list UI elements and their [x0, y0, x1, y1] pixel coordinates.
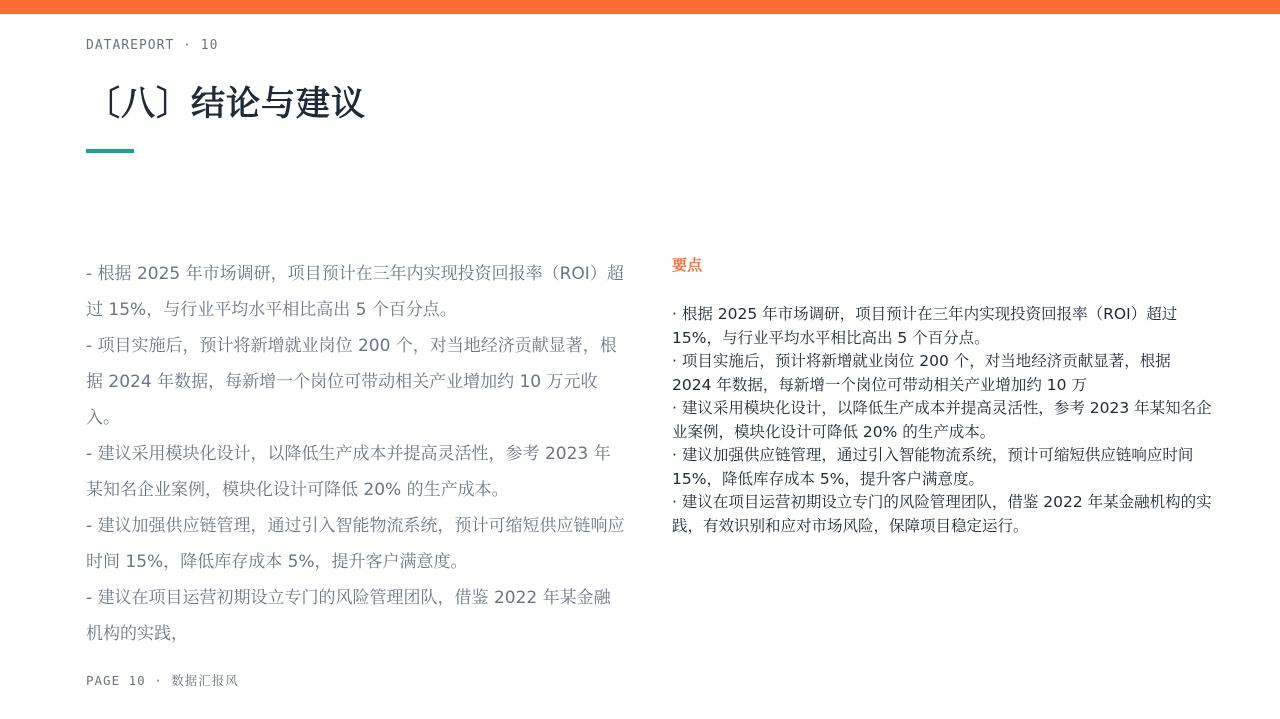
- body-paragraph: - 项目实施后，预计将新增就业岗位 200 个，对当地经济贡献显著，根据 2024 年数据，每新增一个岗位可带动相关产业增加约 10 万元收入。: [86, 336, 617, 428]
- page-title: 〔八〕结论与建议: [86, 84, 366, 124]
- body-paragraph: - 根据 2025 年市场调研，项目预计在三年内实现投资回报率（ROI）超过 15%，与行业平均水平相比高出 5 个百分点。: [86, 264, 624, 320]
- title-underline: [86, 149, 134, 153]
- key-points-panel: [672, 254, 1212, 535]
- page-footer: PAGE 10 · 数据汇报风: [86, 673, 239, 688]
- key-point-item: · 建议加强供应链管理，通过引入智能物流系统，预计可缩短供应链响应时间 15%，降低库存成本 5%，提升客户满意度。: [672, 446, 1194, 488]
- key-points-heading: 要点: [672, 256, 703, 274]
- body-paragraph: - 建议加强供应链管理，通过引入智能物流系统，预计可缩短供应链响应时间 15%，降低库存成本 5%，提升客户满意度。: [86, 516, 625, 572]
- key-point-item: · 建议采用模块化设计，以降低生产成本并提高灵活性，参考 2023 年某知名企业案例，模块化设计可降低 20% 的生产成本。: [672, 399, 1212, 441]
- key-point-item: · 项目实施后，预计将新增就业岗位 200 个，对当地经济贡献显著，根据 2024 年数据，每新增一个岗位可带动相关产业增加约 10 万: [672, 352, 1171, 394]
- top-accent-bar: [0, 0, 1280, 14]
- slide-label: DATAREPORT · 10: [86, 38, 219, 53]
- key-points-list: [672, 302, 1212, 537]
- body-text: [86, 256, 626, 652]
- body-paragraph: - 建议采用模块化设计，以降低生产成本并提高灵活性，参考 2023 年某知名企业案例，模块化设计可降低 20% 的生产成本。: [86, 444, 611, 500]
- key-point-item: · 根据 2025 年市场调研，项目预计在三年内实现投资回报率（ROI）超过 15%，与行业平均水平相比高出 5 个百分点。: [672, 305, 1178, 347]
- body-paragraph: - 建议在项目运营初期设立专门的风险管理团队，借鉴 2022 年某金融机构的实践，: [86, 588, 611, 644]
- key-point-item: · 建议在项目运营初期设立专门的风险管理团队，借鉴 2022 年某金融机构的实践，有效识别和应对市场风险，保障项目稳定运行。: [672, 493, 1212, 535]
